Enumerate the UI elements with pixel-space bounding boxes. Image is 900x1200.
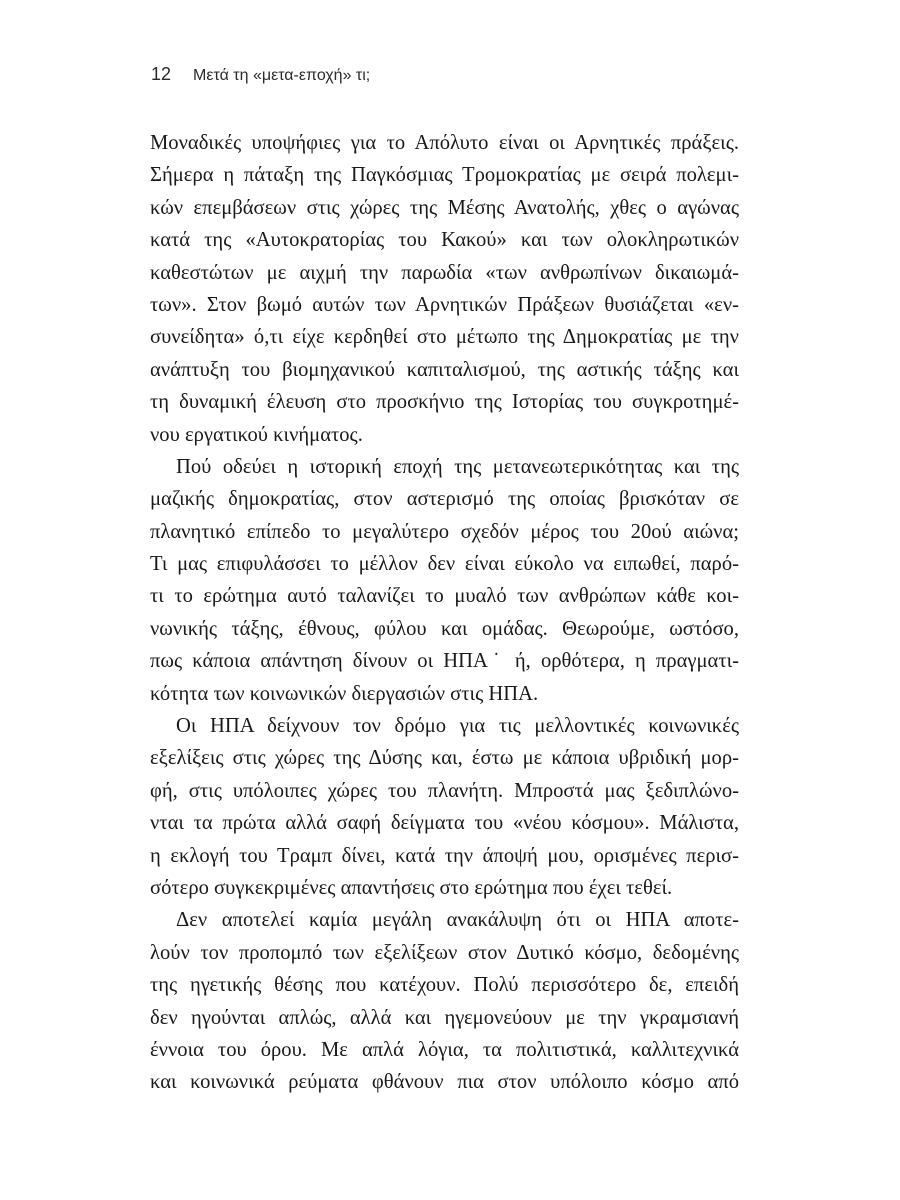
paragraph: [150, 451, 739, 710]
text-line: ανάπτυξη του βιομηχανικού καπιταλισμού, της αστικής τάξης και: [150, 358, 739, 381]
text-line: πλανητικό επίπεδο το μεγαλύτερο σχεδόν μέρος του 20ού αιώνα;: [150, 520, 739, 543]
paragraph: [150, 127, 739, 451]
text-line: η εκλογή του Τραμπ δίνει, κατά την άποψή μου, ορισμένες περισ-: [150, 844, 739, 867]
text-line: τη δυναμική έλευση στο προσκήνιο της Ιστορίας του συγκροτημέ-: [150, 391, 739, 414]
paragraph: [150, 904, 739, 1098]
text-line: Πού οδεύει η ιστορική εποχή της μετανεωτερικότητας και της: [176, 455, 739, 478]
text-line: συνείδητα» ό,τι είχε κερδηθεί στο μέτωπο της Δημοκρατίας με την: [150, 326, 739, 349]
paragraph: [150, 710, 739, 904]
text-line: κότητα των κοινωνικών διεργασιών στις ΗΠΑ.: [150, 682, 539, 705]
text-line: έννοια του όρου. Με απλά λόγια, τα πολιτιστικά, καλλιτεχνικά: [150, 1038, 739, 1061]
text-line: των». Στον βωμό αυτών των Αρνητικών Πράξεων θυσιάζεται «εν-: [150, 293, 739, 316]
text-line: νου εργατικού κινήματος.: [150, 423, 363, 446]
text-line: μαζικής δημοκρατίας, στον αστερισμό της οποίας βρισκόταν σε: [150, 488, 739, 511]
text-line: κών επεμβάσεων στις χώρες της Μέσης Ανατολής, χθες ο αγώνας: [150, 196, 739, 219]
page-number: 12: [151, 64, 172, 84]
text-line: πως κάποια απάντηση δίνουν οι ΗΠΑ˙ ή, ορθότερα, η πραγματι-: [150, 650, 739, 673]
text-line: νωνικής τάξης, έθνους, φύλου και ομάδας. Θεωρούμε, ωστόσο,: [150, 617, 739, 640]
text-line: Σήμερα η πάταξη της Παγκόσμιας Τρομοκρατίας με σειρά πολεμι-: [150, 164, 739, 187]
running-title: Μετά τη «μετα-εποχή» τι;: [193, 67, 371, 84]
text-line: κατά της «Αυτοκρατορίας του Κακού» και των ολοκληρωτικών: [150, 229, 739, 252]
body-text: [150, 127, 739, 1099]
text-line: δεν ηγούνται απλώς, αλλά και ηγεμονεύουν με την γκραμσιανή: [150, 1006, 739, 1029]
text-line: εξελίξεις στις χώρες της Δύσης και, έστω με κάποια υβριδική μορ-: [150, 747, 739, 770]
text-line: της ηγετικής θέσης που κατέχουν. Πολύ περισσότερο δε, επειδή: [150, 974, 739, 997]
text-line: λούν τον προπομπό των εξελίξεων στον Δυτικό κόσμο, δεδομένης: [150, 941, 739, 964]
text-line: Μοναδικές υποψήφιες για το Απόλυτο είναι οι Αρνητικές πράξεις.: [150, 132, 739, 154]
text-line: Τι μας επιφυλάσσει το μέλλον δεν είναι εύκολο να ειπωθεί, παρό-: [150, 553, 739, 576]
text-line: Δεν αποτελεί καμία μεγάλη ανακάλυψη ότι οι ΗΠΑ αποτε-: [176, 909, 739, 932]
text-line: νται τα πρώτα αλλά σαφή δείγματα του «νέου κόσμου». Μάλιστα,: [150, 812, 739, 835]
text-line: Οι ΗΠΑ δείχνουν τον δρόμο για τις μελλοντικές κοινωνικές: [176, 715, 739, 738]
text-line: καθεστώτων με αιχμή την παρωδία «των ανθρωπίνων δικαιωμά-: [150, 261, 739, 284]
text-line: και κοινωνικά ρεύματα φθάνουν πια στον υπόλοιπο κόσμο από: [150, 1071, 739, 1094]
running-head: [151, 64, 370, 88]
text-line: σότερο συγκεκριμένες απαντήσεις στο ερώτημα που έχει τεθεί.: [150, 876, 673, 899]
text-line: τι το ερώτημα αυτό ταλανίζει το μυαλό των ανθρώπων κάθε κοι-: [150, 585, 739, 608]
text-line: φή, στις υπόλοιπες χώρες του πλανήτη. Μπροστά μας ξεδιπλώνο-: [150, 779, 739, 802]
